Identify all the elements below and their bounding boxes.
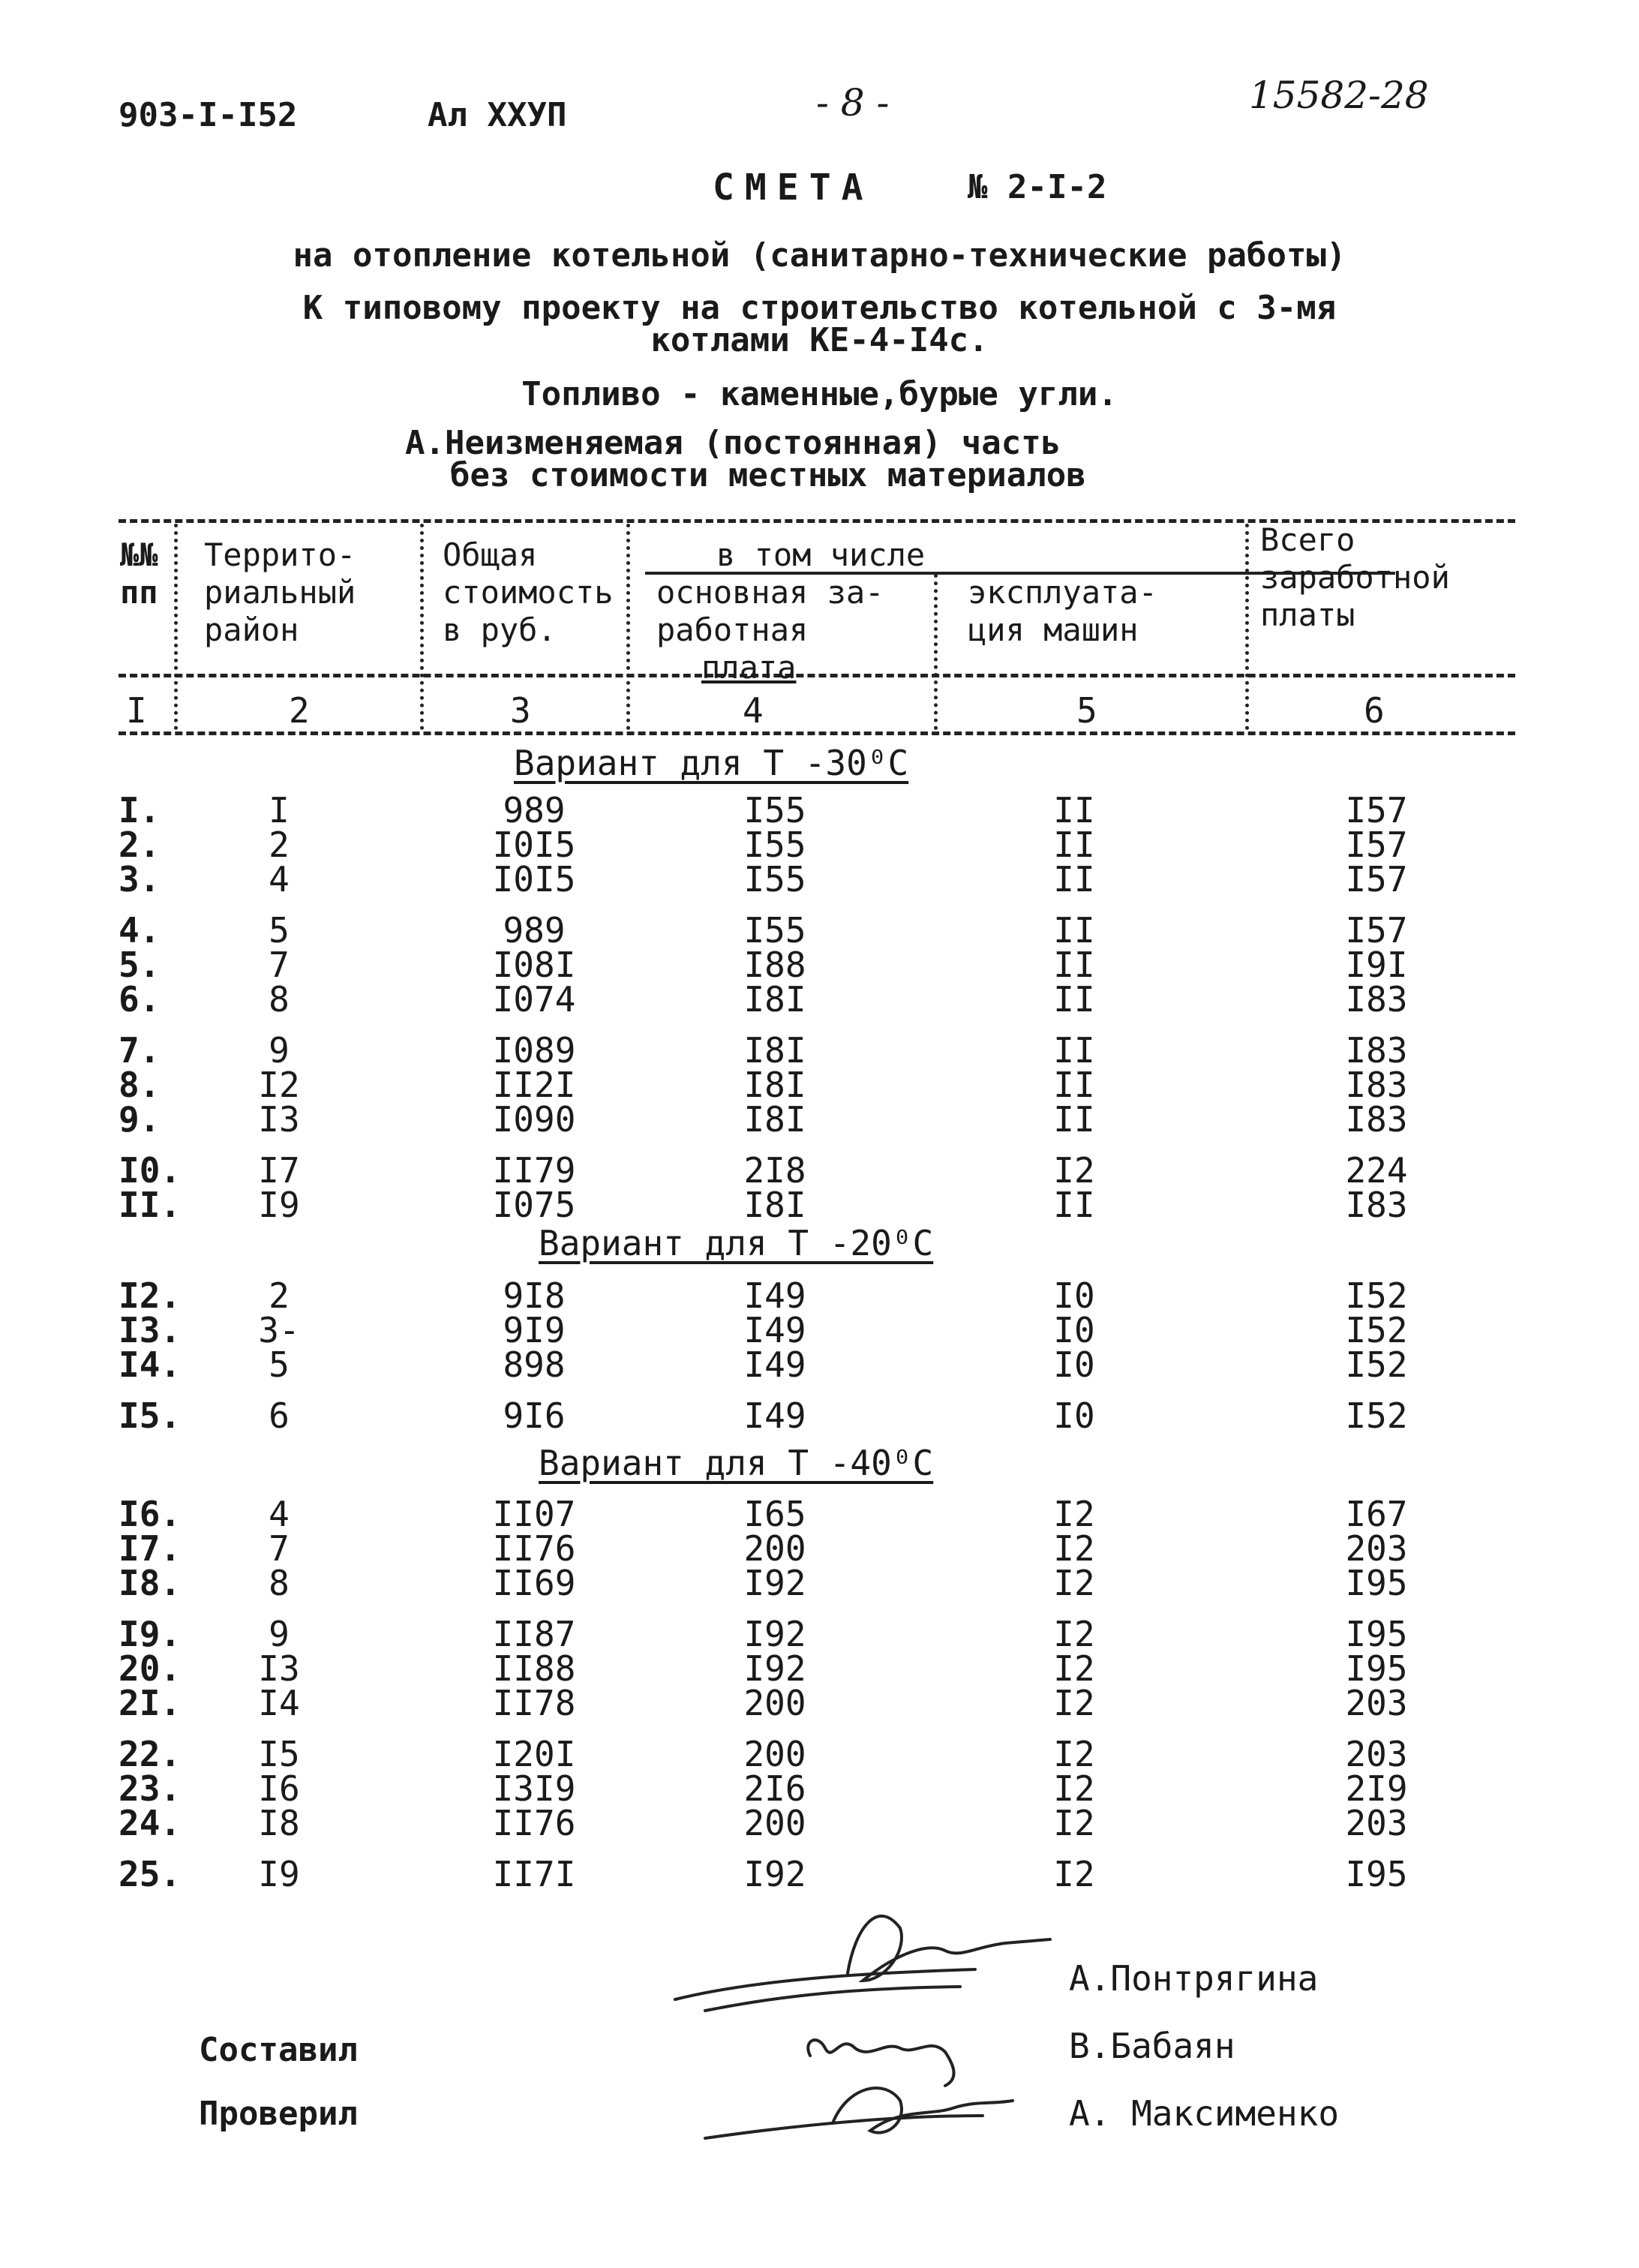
table-cell: I92 (743, 1614, 806, 1654)
table-cell: 2I. (119, 1683, 182, 1723)
table-cell: I2 (1053, 1563, 1095, 1603)
table-cell: I9 (258, 1185, 300, 1225)
table-cell: II76 (492, 1803, 576, 1843)
column-divider (420, 524, 424, 730)
table-cell: 989 (503, 790, 566, 831)
table-cell: I9 (258, 1854, 300, 1894)
fuel-type: Топливо - каменные,бурые угли. (521, 375, 1118, 413)
table-cell: II79 (492, 1150, 576, 1191)
table-cell: I2 (1053, 1614, 1095, 1654)
header-col3-line: в руб. (443, 611, 557, 648)
signer-name: В.Бабаян (1069, 2026, 1235, 2066)
table-cell: I83 (1345, 979, 1408, 1020)
table-cell: 5. (119, 945, 161, 985)
column-divider (1245, 524, 1249, 730)
table-cell: I2 (1053, 1768, 1095, 1809)
table-cell: I57 (1345, 910, 1408, 951)
table-cell: I55 (743, 825, 806, 865)
table-cell: II7I (492, 1854, 576, 1894)
header-col3 (443, 536, 614, 649)
table-cell: 4 (269, 1494, 290, 1534)
table-cell: 20. (119, 1648, 182, 1689)
table-cell: I2 (1053, 1734, 1095, 1774)
table-cell: 23. (119, 1768, 182, 1809)
table-cell: I65 (743, 1494, 806, 1534)
table-cell: I4 (258, 1683, 300, 1723)
table-cell: 898 (503, 1344, 566, 1385)
section-title: Вариант для Т -20⁰С (539, 1223, 934, 1263)
table-cell: I52 (1345, 1275, 1408, 1316)
table-cell: 989 (503, 910, 566, 951)
table-cell: 2I9 (1345, 1768, 1408, 1809)
table-cell: I8I (743, 1099, 806, 1140)
table-cell: I92 (743, 1854, 806, 1894)
table-cell: I. (119, 790, 161, 831)
table-cell: I (269, 790, 290, 831)
table-cell: II (1053, 859, 1095, 900)
table-cell: 2I8 (743, 1150, 806, 1191)
header-col4-line: плата (701, 649, 797, 686)
table-cell: I8. (119, 1563, 182, 1603)
table-cell: II87 (492, 1614, 576, 1654)
table-cell: I0 (1053, 1275, 1095, 1316)
header-col6-line: заработной (1260, 559, 1450, 596)
compiled-by-label: Составил (199, 2031, 358, 2069)
table-cell: 5 (269, 910, 290, 951)
table-cell: 7 (269, 1528, 290, 1569)
table-cell: 8. (119, 1065, 161, 1105)
signer-name: А. Максименко (1069, 2093, 1340, 2134)
header-col1-line: пп (120, 574, 158, 611)
table-cell: 200 (743, 1528, 806, 1569)
table-cell: I8I (743, 979, 806, 1020)
table-cell: II (1053, 1065, 1095, 1105)
table-cell: I8I (743, 1065, 806, 1105)
header-col2-line: Террито- (204, 536, 356, 573)
column-number: 5 (1076, 690, 1097, 731)
header-col2 (204, 536, 356, 649)
table-cell: 9 (269, 1614, 290, 1654)
column-divider (934, 574, 938, 730)
header-col2-line: риальный (204, 574, 356, 611)
table-cell: I95 (1345, 1614, 1408, 1654)
table-cell: I0 (1053, 1344, 1095, 1385)
table-cell: I49 (743, 1395, 806, 1436)
album-number: Ал ХХУП (428, 96, 567, 134)
table-cell: 5 (269, 1344, 290, 1385)
table-cell: I0 (1053, 1395, 1095, 1436)
table-cell: 203 (1345, 1803, 1408, 1843)
column-number: I (126, 690, 147, 731)
table-cell: 3. (119, 859, 161, 900)
table-cell: I090 (492, 1099, 576, 1140)
table-cell: I6 (258, 1768, 300, 1809)
table-cell: I5 (258, 1734, 300, 1774)
part-subtitle: без стоимости местных материалов (450, 456, 1086, 494)
table-cell: I67 (1345, 1494, 1408, 1534)
table-cell: 8 (269, 979, 290, 1020)
table-cell: I2 (1053, 1683, 1095, 1723)
table-cell: II69 (492, 1563, 576, 1603)
table-cell: 2I6 (743, 1768, 806, 1809)
table-cell: 6. (119, 979, 161, 1020)
table-cell: I7. (119, 1528, 182, 1569)
table-cell: I57 (1345, 825, 1408, 865)
table-cell: 24. (119, 1803, 182, 1843)
table-cell: 9I8 (503, 1275, 566, 1316)
header-group: в том числе (716, 536, 926, 573)
table-cell: I55 (743, 859, 806, 900)
table-cell: 25. (119, 1854, 182, 1894)
table-cell: I3 (258, 1099, 300, 1140)
column-numbers-rule (119, 731, 1515, 735)
table-cell: I20I (492, 1734, 576, 1774)
table-cell: II. (119, 1185, 182, 1225)
table-cell: I5. (119, 1395, 182, 1436)
table-cell: I8 (258, 1803, 300, 1843)
table-cell: I4. (119, 1344, 182, 1385)
estimate-title: СМЕТА (713, 167, 874, 209)
table-cell: 200 (743, 1803, 806, 1843)
table-cell: 8 (269, 1563, 290, 1603)
table-cell: I55 (743, 910, 806, 951)
table-cell: 4. (119, 910, 161, 951)
table-cell: I0I5 (492, 825, 576, 865)
table-cell: I49 (743, 1275, 806, 1316)
column-number: 6 (1364, 690, 1385, 731)
project-boilers: котлами КЕ-4-I4с. (650, 321, 989, 359)
header-col5-line: эксплуата- (968, 574, 1157, 611)
table-cell: II88 (492, 1648, 576, 1689)
table-cell: I83 (1345, 1065, 1408, 1105)
table-cell: I95 (1345, 1854, 1408, 1894)
header-col3-line: стоимость (443, 574, 614, 611)
table-cell: 203 (1345, 1528, 1408, 1569)
table-cell: I3 (258, 1648, 300, 1689)
table-cell: I074 (492, 979, 576, 1020)
table-cell: I7 (258, 1150, 300, 1191)
document-code: 903-I-I52 (119, 96, 298, 134)
table-cell: II (1053, 1099, 1095, 1140)
header-col5-line: ция машин (968, 611, 1139, 648)
table-cell: I2. (119, 1275, 182, 1316)
column-number: 3 (510, 690, 531, 731)
table-cell: II (1053, 1185, 1095, 1225)
table-cell: I2 (1053, 1150, 1095, 1191)
header-col1 (120, 536, 158, 611)
table-cell: 9I9 (503, 1310, 566, 1350)
table-cell: II76 (492, 1528, 576, 1569)
header-col6-line: Всего (1260, 521, 1355, 558)
header-col1-line: №№ (120, 536, 158, 573)
table-cell: I2 (1053, 1854, 1095, 1894)
table-cell: II (1053, 825, 1095, 865)
table-cell: I2 (1053, 1494, 1095, 1534)
table-cell: 7 (269, 945, 290, 985)
table-cell: I83 (1345, 1185, 1408, 1225)
table-cell: I49 (743, 1344, 806, 1385)
table-cell: 22. (119, 1734, 182, 1774)
table-cell: 2 (269, 825, 290, 865)
signer-name: А.Понтрягина (1069, 1958, 1319, 1999)
table-cell: II (1053, 979, 1095, 1020)
table-cell: I83 (1345, 1030, 1408, 1071)
table-cell: 224 (1345, 1150, 1408, 1191)
header-col6 (1260, 521, 1450, 634)
estimate-number: № 2-I-2 (968, 168, 1107, 206)
table-cell: II (1053, 910, 1095, 951)
table-cell: I9. (119, 1614, 182, 1654)
table-cell: I55 (743, 790, 806, 831)
part-title: А.Неизменяемая (постоянная) часть (405, 424, 1061, 462)
table-cell: I8I (743, 1030, 806, 1071)
table-cell: I2 (1053, 1803, 1095, 1843)
header-col6-line: платы (1260, 596, 1355, 633)
table-cell: 2 (269, 1275, 290, 1316)
column-number: 4 (743, 690, 764, 731)
table-cell: I83 (1345, 1099, 1408, 1140)
table-cell: 2. (119, 825, 161, 865)
table-cell: II (1053, 945, 1095, 985)
table-cell: I2 (1053, 1528, 1095, 1569)
sheet-number: 15582-28 (1249, 74, 1429, 117)
table-cell: I92 (743, 1563, 806, 1603)
table-cell: 9I6 (503, 1395, 566, 1436)
table-cell: I08I (492, 945, 576, 985)
table-cell: 7. (119, 1030, 161, 1071)
header-col4 (656, 574, 884, 686)
header-col4-line: работная (656, 611, 809, 648)
checked-by-label: Проверил (199, 2095, 358, 2133)
table-cell: I92 (743, 1648, 806, 1689)
table-cell: 9. (119, 1099, 161, 1140)
column-number: 2 (289, 690, 310, 731)
section-title: Вариант для Т -40⁰С (539, 1443, 934, 1483)
table-cell: I2 (258, 1065, 300, 1105)
table-cell: I089 (492, 1030, 576, 1071)
table-cell: I3. (119, 1310, 182, 1350)
table-cell: II (1053, 790, 1095, 831)
table-cell: II07 (492, 1494, 576, 1534)
header-col4-line: основная за- (656, 574, 884, 611)
section-title: Вариант для Т -30⁰С (514, 743, 909, 783)
table-cell: I95 (1345, 1563, 1408, 1603)
table-cell: I95 (1345, 1648, 1408, 1689)
table-cell: 203 (1345, 1734, 1408, 1774)
column-divider (174, 524, 178, 730)
table-cell: I075 (492, 1185, 576, 1225)
table-cell: 200 (743, 1734, 806, 1774)
table-cell: I0. (119, 1150, 182, 1191)
table-cell: I52 (1345, 1310, 1408, 1350)
signature-marks (660, 1898, 1080, 2176)
project-reference: К типовому проекту на строительство котельной с 3-мя (302, 289, 1337, 327)
table-cell: I88 (743, 945, 806, 985)
table-cell: II (1053, 1030, 1095, 1071)
table-cell: 9 (269, 1030, 290, 1071)
table-cell: 203 (1345, 1683, 1408, 1723)
table-cell: 4 (269, 859, 290, 900)
table-cell: I6. (119, 1494, 182, 1534)
page-number: - 8 - (816, 81, 890, 125)
table-cell: II2I (492, 1065, 576, 1105)
table-cell: I57 (1345, 859, 1408, 900)
table-cell: I52 (1345, 1344, 1408, 1385)
header-col2-line: район (204, 611, 299, 648)
estimate-subject: на отопление котельной (санитарно-технические работы) (293, 236, 1346, 275)
table-cell: I9I (1345, 945, 1408, 985)
table-cell: I0 (1053, 1310, 1095, 1350)
table-cell: 6 (269, 1395, 290, 1436)
table-cell: I57 (1345, 790, 1408, 831)
header-col5 (968, 574, 1157, 649)
table-cell: 200 (743, 1683, 806, 1723)
table-cell: 3- (258, 1310, 300, 1350)
table-cell: I2 (1053, 1648, 1095, 1689)
column-divider (626, 524, 630, 730)
table-cell: II78 (492, 1683, 576, 1723)
table-cell: I49 (743, 1310, 806, 1350)
table-cell: I3I9 (492, 1768, 576, 1809)
table-cell: I0I5 (492, 859, 576, 900)
table-cell: I52 (1345, 1395, 1408, 1436)
table-cell: I8I (743, 1185, 806, 1225)
header-col3-line: Общая (443, 536, 538, 573)
